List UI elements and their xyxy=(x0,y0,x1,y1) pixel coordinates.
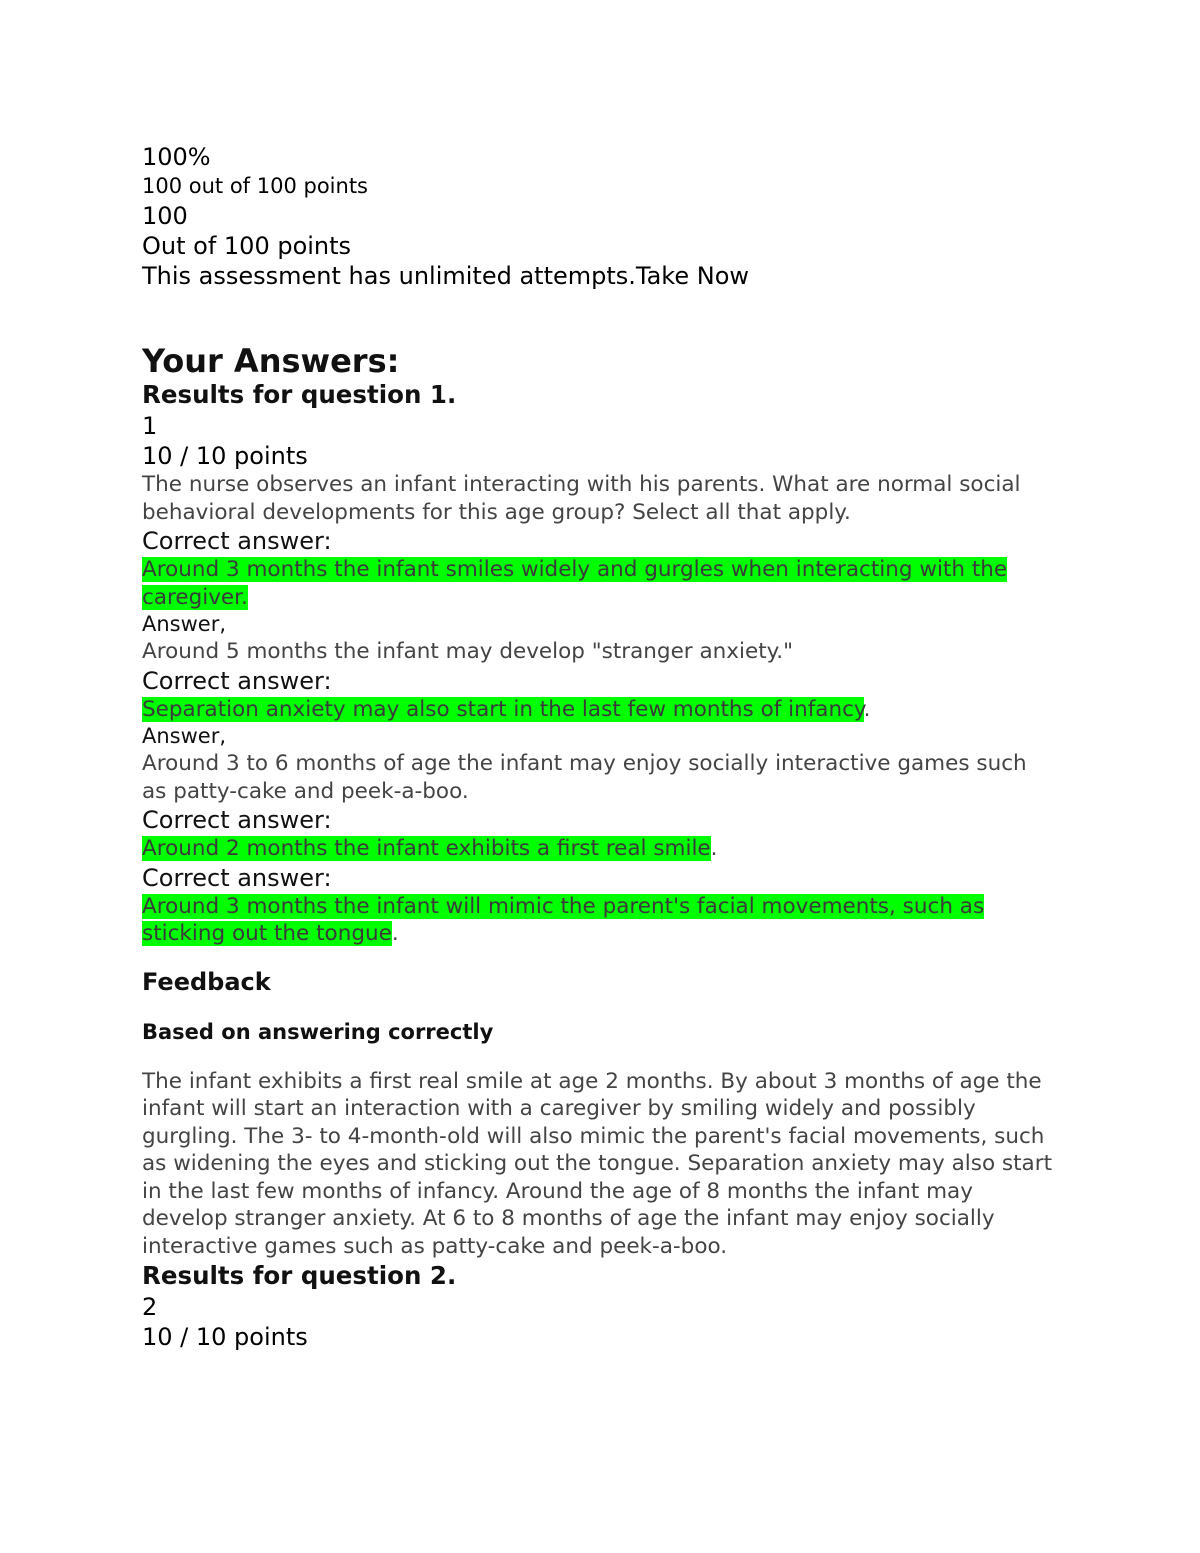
choice-6-highlight: Around 3 months the infant will mimic the parent's facial movements, such as sticking out the tongue xyxy=(142,893,985,946)
choice-1-highlight: Around 3 months the infant smiles widely and gurgles when interacting with the caregiver. xyxy=(142,557,1008,610)
choice-3-highlight: Separation anxiety may also start in the last few months of infancy xyxy=(142,696,864,722)
question-1-prompt: The nurse observes an infant interacting with his parents. What are normal social behavioral developments for this age group? Select all that apply. xyxy=(142,472,1021,525)
take-now-link[interactable]: Take Now xyxy=(635,262,750,290)
question-2-number: 2 xyxy=(142,1293,158,1321)
choice-3-row xyxy=(142,696,1057,724)
choice-6-period: . xyxy=(391,921,399,946)
feedback-heading: Feedback xyxy=(142,967,271,996)
choice-6-row xyxy=(142,893,1042,948)
score-out-of: Out of 100 points xyxy=(142,232,352,260)
question-2-heading: Results for question 2. xyxy=(142,1261,457,1290)
question-2-points: 10 / 10 points xyxy=(142,1323,308,1351)
correct-answer-label: Correct answer: xyxy=(142,527,332,555)
correct-answer-label: Correct answer: xyxy=(142,863,332,892)
choice-2-text: Around 5 months the infant may develop "stranger anxiety." xyxy=(142,639,794,664)
choice-4-text: Around 3 to 6 months of age the infant may enjoy socially interactive games such as patty-cake and peek-a-boo. xyxy=(142,751,1027,804)
document-page xyxy=(142,142,1057,1352)
correct-answer-label: Correct answer: xyxy=(142,666,332,695)
attempts-line xyxy=(142,261,1057,291)
correct-answer-label: Correct answer: xyxy=(142,806,332,834)
question-1-heading: Results for question 1. xyxy=(142,380,457,409)
choice-5-period: . xyxy=(710,836,718,861)
choice-1-row xyxy=(142,556,1052,611)
feedback-text: The infant exhibits a first real smile at age 2 months. By about 3 months of age the infant will start an interaction with a caregiver by smiling widely and possibly gurgling. The 3- to 4-month-old will also mimic the parent's facial movements, such as widening the eyes and sticking out the tongue. Separation anxiety may also start in the last few months of infancy. Around the age of 8 months the infant may develop stranger anxiety. At 6 to 8 months of age the infant may enjoy socially interactive games such as patty-cake and peek-a-boo. xyxy=(142,1068,1053,1259)
question-1-points: 10 / 10 points xyxy=(142,442,308,470)
attempts-text: This assessment has unlimited attempts. xyxy=(142,262,636,290)
choice-3-period: . xyxy=(863,696,871,722)
score-percent: 100% xyxy=(142,143,211,171)
question-1-number: 1 xyxy=(142,412,158,440)
score-points-line: 100 out of 100 points xyxy=(142,174,368,198)
answers-heading: Your Answers: xyxy=(142,342,400,380)
score-value: 100 xyxy=(142,202,188,230)
answer-label: Answer, xyxy=(142,612,227,636)
feedback-subheading: Based on answering correctly xyxy=(142,1019,494,1044)
choice-5-highlight: Around 2 months the infant exhibits a first real smile xyxy=(142,836,711,861)
answer-label: Answer, xyxy=(142,724,227,748)
choice-5-row xyxy=(142,835,1057,863)
